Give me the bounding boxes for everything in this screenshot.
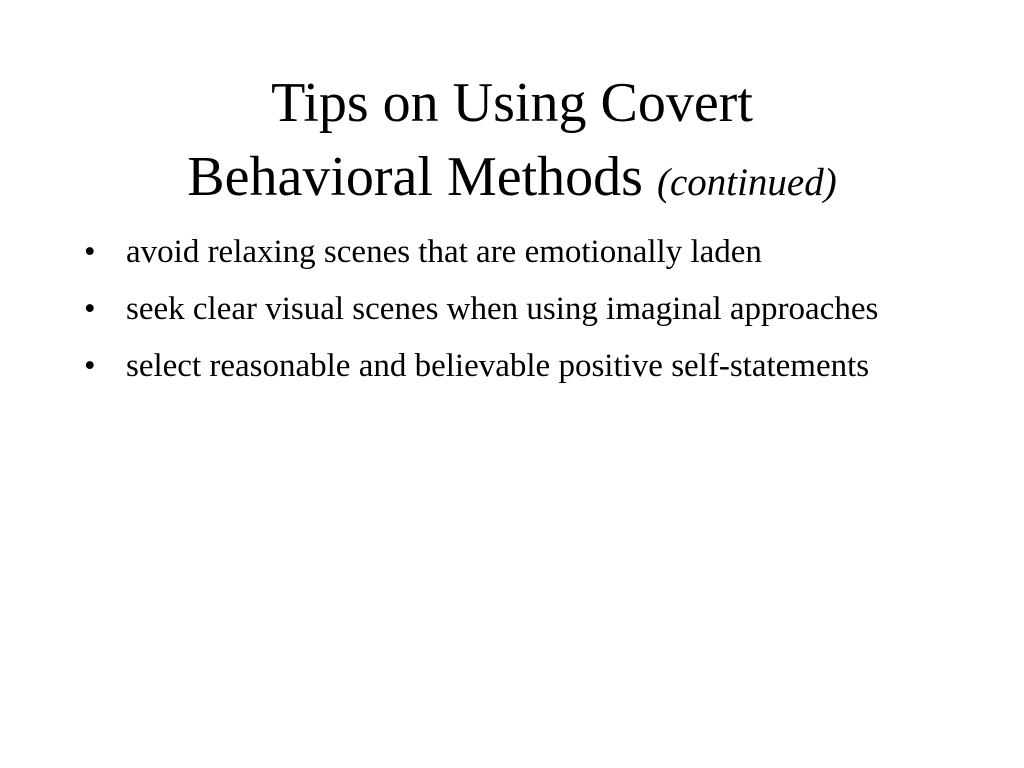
title-line-1: Tips on Using Covert [271, 72, 753, 134]
bullet-text: seek clear visual scenes when using imaginal approaches [126, 291, 879, 327]
title-continued: (continued) [656, 161, 837, 204]
title-line-2-text: Behavioral Methods [187, 146, 643, 208]
bullet-text: avoid relaxing scenes that are emotionally laden [126, 234, 762, 270]
bullet-dot-icon: • [84, 348, 96, 384]
slide-title [0, 66, 1024, 220]
bullet-item [84, 228, 914, 276]
bullet-dot-icon: • [84, 234, 96, 270]
bullet-list [84, 228, 914, 399]
bullet-item [84, 342, 914, 390]
bullet-dot-icon: • [84, 291, 96, 327]
bullet-item [84, 285, 914, 333]
bullet-text: select reasonable and believable positive self-statements [126, 348, 870, 384]
title-line-2 [0, 140, 1024, 220]
